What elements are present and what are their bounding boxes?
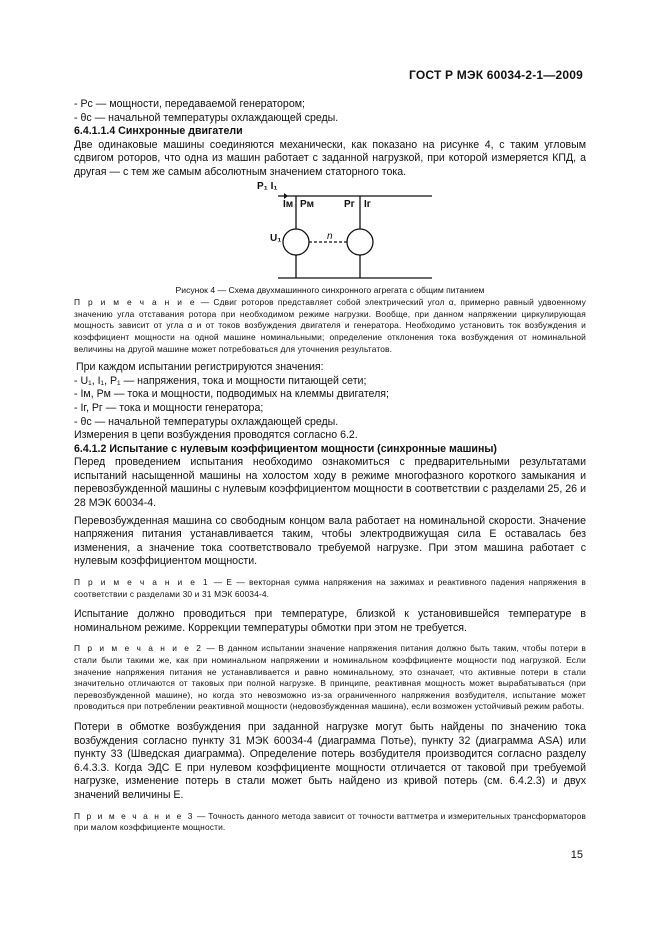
note — [74, 643, 586, 713]
list-item: - U₁, I₁, P₁ — напряжения, тока и мощности питающей сети; — [74, 374, 367, 387]
circuit-figure — [74, 180, 586, 284]
label-pm: Pм — [300, 198, 315, 210]
page-content — [74, 98, 586, 834]
section-heading: 6.4.1.2 Испытание с нулевым коэффициентом мощности (синхронные машины) — [74, 442, 497, 455]
list-item: - Iм, Pм — тока и мощности, подводимых на клеммы двигателя; — [74, 388, 389, 401]
list-item: - Pс — мощности, передаваемой генератором; — [74, 98, 305, 110]
note-label: П р и м е ч а н и е 3 — [74, 810, 195, 821]
paragraph: Испытание должно проводиться при температуре, близкой к установившейся температуре в номинальном режиме. Коррекции температуры обмотки при этом не требуется. — [74, 608, 586, 634]
figure-caption: Рисунок 4 — Схема двухмашинного синхронного агрегата с общим питанием — [175, 284, 485, 295]
list-item: - θс — начальной температуры охлаждающей среды. — [74, 415, 339, 428]
label-im: Iм — [283, 198, 294, 210]
list-item: - Iг, Pг — тока и мощности генератора; — [74, 401, 264, 414]
section-heading: 6.4.1.1.4 Синхронные двигатели — [74, 125, 243, 138]
paragraph: Перевозбужденная машина со свободным концом вала работает на номинальной скорости. Значение напряжения питания устанавливается таким, чтобы электродвижущая сила E оставалась без изменения, а значение тока соответствовало требуемой нагрузке. При этом машина работает с нулевым коэффициентом мощности. — [74, 514, 586, 568]
label-u1: U₁ — [270, 232, 282, 244]
paragraph: При каждом испытании регистрируются значения: — [76, 361, 324, 374]
label-n: n — [327, 230, 333, 242]
paragraph: Две одинаковые машины соединяются механически, как показано на рисунке 4, с таким угловым сдвигом роторов, что одна из машин работает с заданной нагрузкой, при которой измеряется КПД, а другая — с тем же самым абсолютным значением статорного тока. — [74, 138, 586, 178]
note — [74, 297, 586, 355]
note-label: П р и м е ч а н и е — [74, 297, 197, 308]
label-p1-i1: P₁ I₁ — [257, 180, 278, 192]
label-pg: Pг — [344, 198, 355, 210]
note — [74, 577, 586, 600]
page-number: 15 — [570, 849, 583, 861]
generator-circle — [347, 229, 373, 255]
note — [74, 811, 586, 834]
note-text: — В данном испытании значение напряжения питания должно быть таким, чтобы потери в стали были такими же, как при номинальном напряжении и номинальном коэффициенте мощности под нагрузкой. Если значение напряжения питания не устанавливается и равно номинальному, это означает, что активные потери в стали значительно отличаются от таковых при полной нагрузке. В принципе, реактивная мощность может вырабатываться (при перевозбужденной машине), но когда это невозможно из-за ограниченного напряжения возбудителя, испытание может проводиться при потреблении реактивной мощности (недовозбужденная машина), если возможен устойчивый режим работы. — [74, 643, 586, 712]
note-label: П р и м е ч а н и е 1 — [74, 577, 210, 588]
note-label: П р и м е ч а н и е 2 — [74, 643, 203, 654]
paragraph: Потери в обмотке возбуждения при заданной нагрузке могут быть найдены по значению тока возбуждения согласно пункту 31 МЭК 60034-4 (диаграмма Потье), пункту 32 (диаграмма ASA) или пункту 33 (Шведская диаграмма). Определение потерь возбудителя производится согласно разделу 6.4.3.3. Когда ЭДС E при нулевом коэффициенте мощности отличается от таковой при требуемой нагрузке, изменение потерь в стали может быть найдено из кривой потерь (см. 6.4.2.3) и двух значений величины E. — [74, 720, 586, 801]
note-text: — E — векторная сумма напряжения на зажимах и реактивного падения напряжения в соответствии с разделами 30 и 31 МЭК 60034-4. — [74, 577, 586, 599]
paragraph: Перед проведением испытания необходимо ознакомиться с предварительными результатами испытаний насыщенной машины на холостом ходу в режиме многофазного короткого замыкания и перевозбужденной машины с нулевым коэффициентом мощности в соответствии с разделами 25, 26 и 28 МЭК 60034-4. — [74, 456, 586, 510]
paragraph: Измерения в цепи возбуждения проводятся согласно 6.2. — [74, 429, 358, 442]
note-text: — Сдвиг роторов представляет собой электрический угол α, примерно равный удвоенному значению угла отставания ротора при необходимом режиме нагрузки. Вообще, при данном напряжении циркулирующая мощность зависит от угла α и от токов возбуждения двигателя и генератора. Необходимо установить ток возбуждения и коэффициент мощности на одной машине номинальными; определение отклонения тока возбуждения от номинальной величины на другой машине может потребоваться для уточнения результатов. — [74, 297, 586, 354]
label-ig: Iг — [364, 198, 371, 210]
document-header: ГОСТ Р МЭК 60034-2-1—2009 — [409, 68, 583, 82]
list-item: - θс — начальной температуры охлаждающей среды. — [74, 111, 339, 124]
motor-circle — [283, 229, 309, 255]
note-text: — Точность данного метода зависит от точности ваттметра и измерительных трансформаторов при малом коэффициенте мощности. — [74, 810, 587, 833]
